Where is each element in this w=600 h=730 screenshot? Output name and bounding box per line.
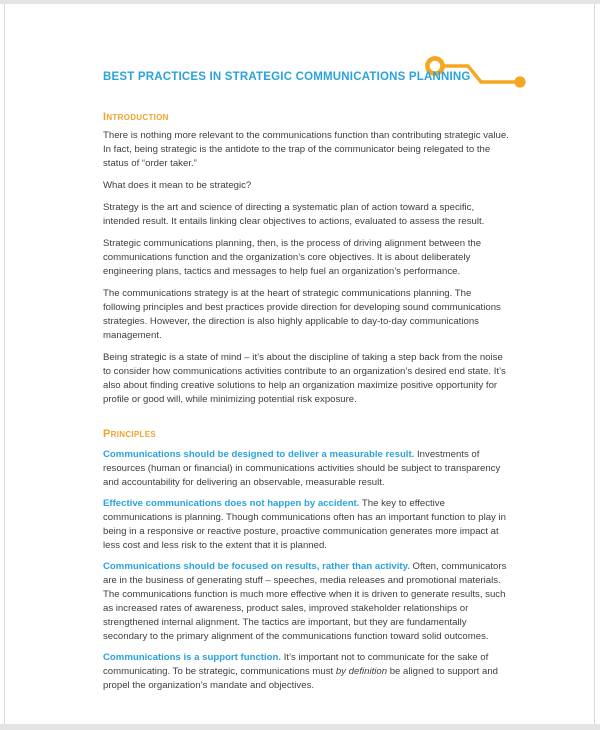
principle-body-2: The key to effective communications is planning. Though communications often has an important function to play in being in a responsive or reactive posture, proactive communication generates more impact at less cost and less risk to the extent that it is planned. — [103, 498, 506, 551]
intro-paragraph-2: What does it mean to be strategic? — [103, 180, 252, 191]
principle-lead-2: Effective communications does not happen by accident. — [103, 498, 360, 509]
intro-paragraph-1: There is nothing more relevant to the communications function than contributing strategic value. In fact, being strategic is the antidote to the trap of the communicator being relegated to the status of “order taker.” — [103, 130, 509, 169]
document-title: BEST PRACTICES IN STRATEGIC COMMUNICATIONS PLANNING — [103, 71, 471, 83]
principle-body-4a: It’s important not to communicate for the sake of communicating. To be strategic, communications must — [103, 652, 489, 677]
document-page — [4, 4, 595, 724]
principles-heading: Principles — [103, 428, 157, 440]
intro-paragraph-3: Strategy is the art and science of directing a systematic plan of action toward a specific, intended result. It entails linking clear objectives to actions, evaluated to assess the result. — [103, 202, 485, 227]
principle-body-3: Often, communicators are in the business of generating stuff – speeches, media releases and promotional materials. The communications function is much more effective when it is driven to generate results, such as increased rates of awareness, product sales, improved stakeholder relationships or strengthened internal alignment. The tactics are important, but they are fundamentally secondary to the primary alignment of the communications function toward solid outcomes. — [103, 561, 507, 642]
principle-paragraph-4 — [103, 651, 509, 693]
principle-paragraph-3 — [103, 560, 509, 644]
page-bottom-margin-band — [0, 724, 600, 730]
principle-lead-4: Communications is a support function. — [103, 652, 282, 663]
intro-paragraph-4: Strategic communications planning, then, is the process of driving alignment between the communications function and the organization’s core objectives. It is about deliberately engineering plans, tactics and messages to help fuel an organization’s performance. — [103, 238, 482, 277]
principle-paragraph-2 — [103, 497, 509, 553]
document-content — [5, 71, 594, 730]
principle-lead-1: Communications should be designed to deliver a measurable result. — [103, 449, 415, 460]
intro-paragraph-6: Being strategic is a state of mind – it’s about the discipline of taking a step back from the noise to consider how communications activities contribute to an organization’s desired end state. It’s also about finding creative solutions to help an organization maximize positive opportunity for profile or good will, while minimizing potential risk exposure. — [103, 352, 506, 405]
principle-body-4-italic: by definition — [335, 666, 388, 677]
principle-body-1: Investments of resources (human or financial) in communications activities should be subject to transparency and accountability for delivering an observable, measurable result. — [103, 449, 501, 488]
intro-paragraph-5: The communications strategy is at the heart of strategic communications planning. The following principles and best practices provide direction for developing sound communications strategies. However, the direction is also highly applicable to day-to-day communications management. — [103, 288, 501, 341]
principle-lead-3: Communications should be focused on results, rather than activity. — [103, 561, 410, 572]
introduction-heading: Introduction — [103, 111, 169, 123]
principle-body-4b: be aligned to support and propel the organization’s mandate and objectives. — [103, 666, 498, 691]
principle-paragraph-1 — [103, 448, 509, 490]
